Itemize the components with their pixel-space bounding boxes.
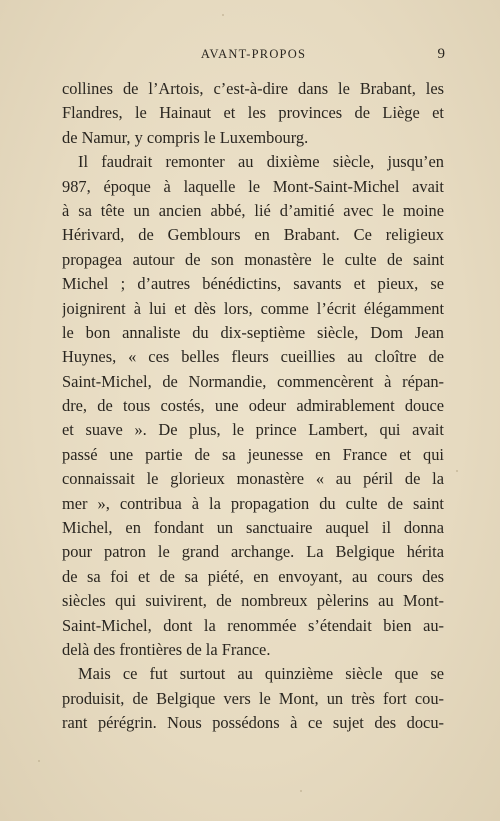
body-text bbox=[62, 77, 444, 736]
paper-speck bbox=[38, 760, 40, 762]
text-line: delà des frontières de la France. bbox=[62, 639, 271, 659]
text-line: propagea autour de son monastère le culte de saint bbox=[62, 249, 444, 269]
text-line: le bon annaliste du dix-septième siècle, Dom Jean bbox=[62, 322, 444, 342]
paper-speck bbox=[222, 14, 224, 16]
text-line: Michel ; d’autres bénédictins, savants et pieux, se bbox=[62, 274, 444, 294]
text-line: pour patron le grand archange. La Belgique hérita bbox=[62, 542, 444, 562]
text-line: Michel, en fondant un sanctuaire auquel il donna bbox=[62, 518, 444, 538]
text-line: connaissait le glorieux monastère « au péril de la bbox=[62, 469, 444, 489]
text-line: dre, de tous costés, une odeur admirablement douce bbox=[62, 396, 444, 416]
text-line: Huynes, « ces belles fleurs cueillies au cloître de bbox=[62, 347, 444, 367]
text-line: à sa tête un ancien abbé, lié d’amitié avec le moine bbox=[62, 200, 444, 220]
text-line: passé une partie de sa jeunesse en France et qui bbox=[62, 444, 444, 464]
text-line: collines de l’Artois, c’est-à-dire dans le Brabant, les bbox=[62, 79, 444, 98]
text-line: Flandres, le Hainaut et les provinces de Liège et bbox=[62, 103, 444, 123]
text-line: Hérivard, de Gemblours en Brabant. Ce religieux bbox=[62, 225, 444, 245]
text-line: siècles qui suivirent, de nombreux pèlerins au Mont- bbox=[62, 591, 444, 611]
paper-speck bbox=[456, 470, 458, 472]
text-line: rant pérégrin. Nous possédons à ce sujet des docu- bbox=[62, 713, 444, 733]
text-line: de Namur, y compris le Luxembourg. bbox=[62, 127, 309, 147]
text-line: produisit, de Belgique vers le Mont, un très fort cou- bbox=[62, 688, 444, 708]
text-line: joignirent à lui et dès lors, comme l’écrit élégamment bbox=[62, 298, 444, 318]
page-number: 9 bbox=[437, 46, 445, 62]
text-line: Mais ce fut surtout au quinzième siècle que se bbox=[78, 664, 444, 684]
paper-speck bbox=[300, 790, 302, 792]
text-line: Saint-Michel, de Normandie, commencèrent à répan- bbox=[62, 371, 444, 391]
text-line: Il faudrait remonter au dixième siècle, jusqu’en bbox=[78, 152, 444, 172]
text-line: de sa foi et de sa piété, en envoyant, au cours des bbox=[62, 566, 444, 586]
text-line: et suave ». De plus, le prince Lambert, qui avait bbox=[62, 420, 444, 440]
text-line: 987, époque à laquelle le Mont-Saint-Michel avait bbox=[62, 176, 444, 196]
text-line: Saint-Michel, dont la renommée s’étendait bien au- bbox=[62, 615, 444, 635]
page-header bbox=[62, 44, 445, 64]
running-title: AVANT-PROPOS bbox=[200, 47, 307, 61]
text-line: mer », contribua à la propagation du culte de saint bbox=[62, 493, 444, 513]
